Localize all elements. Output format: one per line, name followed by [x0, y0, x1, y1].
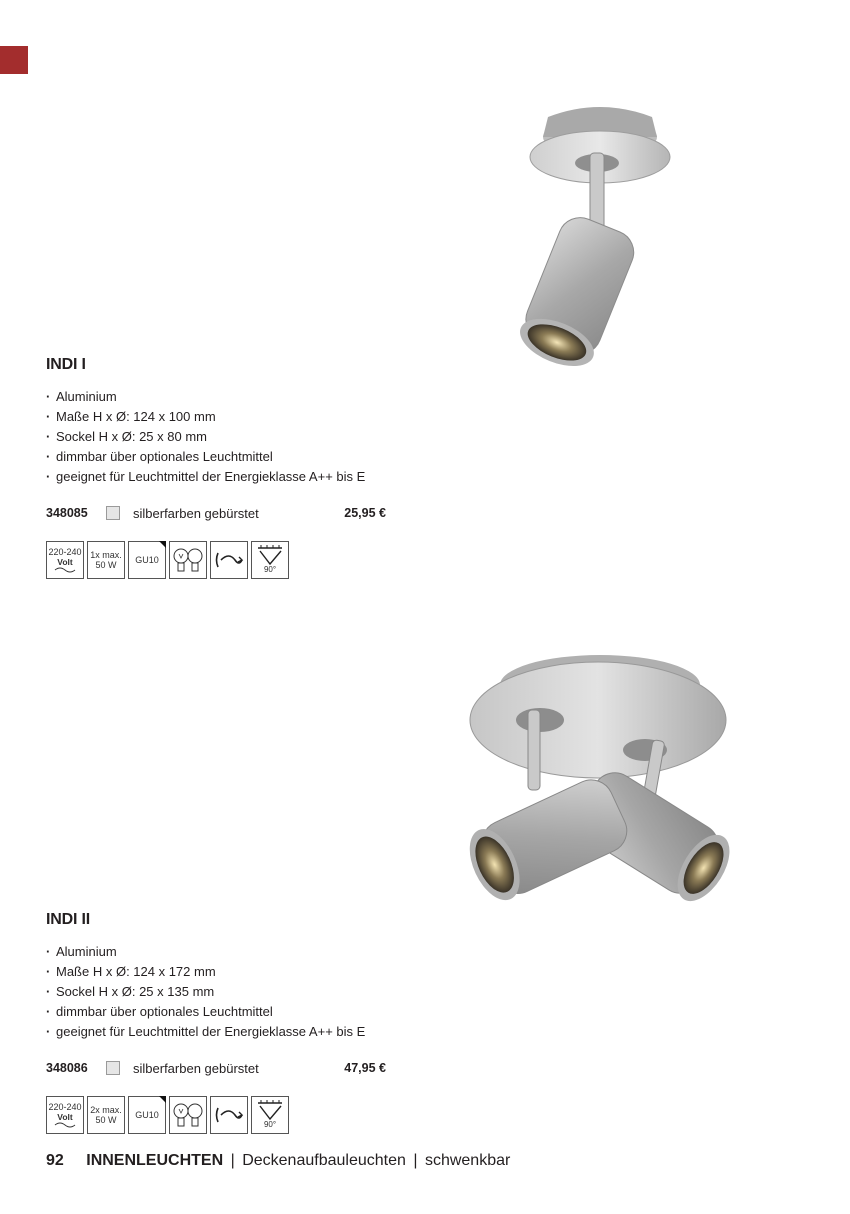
article-number: 348086	[46, 1061, 88, 1075]
page-footer	[46, 1152, 510, 1170]
footer-separator: |	[230, 1152, 235, 1169]
product-title: INDI II	[46, 911, 90, 928]
feature-item: · dimmbar über optionales Leuchtmittel	[46, 447, 386, 467]
feature-item: · geeignet für Leuchtmittel der Energieklasse A++ bis E	[46, 467, 386, 487]
price: 25,95 €	[344, 506, 386, 520]
swivel-angle-icon: 90°	[251, 541, 289, 579]
color-swatch	[106, 1061, 120, 1075]
gu10-socket-icon: GU10	[128, 541, 166, 579]
product-indi-1	[46, 356, 386, 579]
max-watt-icon: 1x max. 50 W	[87, 541, 125, 579]
dimmable-bulb-icon	[169, 1096, 207, 1134]
footer-separator: |	[413, 1152, 418, 1169]
color-swatch	[106, 506, 120, 520]
feature-list	[46, 387, 386, 487]
dimmable-bulb-icon	[169, 541, 207, 579]
product-title: INDI I	[46, 356, 86, 373]
page-number: 92	[46, 1152, 64, 1169]
color-name: silberfarben gebürstet	[133, 1060, 259, 1076]
spec-icons	[46, 1096, 386, 1134]
spotlight-double-icon	[440, 650, 750, 925]
voltage-icon: 220-240 Volt	[46, 1096, 84, 1134]
feature-item: · Aluminium	[46, 387, 386, 407]
feature-item: · dimmbar über optionales Leuchtmittel	[46, 1002, 386, 1022]
footer-subtype: schwenkbar	[424, 1152, 511, 1169]
article-number: 348085	[46, 506, 88, 520]
order-row	[46, 1058, 386, 1078]
feature-item: · Sockel H x Ø: 25 x 135 mm	[46, 982, 386, 1002]
voltage-icon: 220-240 Volt	[46, 541, 84, 579]
section-marker	[0, 46, 28, 74]
order-row	[46, 503, 386, 523]
color-name: silberfarben gebürstet	[133, 505, 259, 521]
rotatable-icon	[210, 1096, 248, 1134]
feature-item: · Maße H x Ø: 124 x 172 mm	[46, 962, 386, 982]
feature-item: · geeignet für Leuchtmittel der Energieklasse A++ bis E	[46, 1022, 386, 1042]
product-image-indi-2	[440, 650, 750, 925]
footer-category: INNENLEUCHTEN	[86, 1152, 224, 1169]
max-watt-icon: 2x max. 50 W	[87, 1096, 125, 1134]
spec-icons	[46, 541, 386, 579]
feature-item: · Sockel H x Ø: 25 x 80 mm	[46, 427, 386, 447]
feature-list	[46, 942, 386, 1042]
feature-item: · Maße H x Ø: 124 x 100 mm	[46, 407, 386, 427]
footer-subcategory: Deckenaufbauleuchten	[242, 1152, 406, 1169]
feature-item: · Aluminium	[46, 942, 386, 962]
swivel-angle-icon: 90°	[251, 1096, 289, 1134]
spotlight-single-icon	[500, 105, 690, 370]
product-indi-2	[46, 911, 386, 1134]
product-image-indi-1	[500, 105, 690, 370]
rotatable-icon	[210, 541, 248, 579]
price: 47,95 €	[344, 1061, 386, 1075]
gu10-socket-icon: GU10	[128, 1096, 166, 1134]
